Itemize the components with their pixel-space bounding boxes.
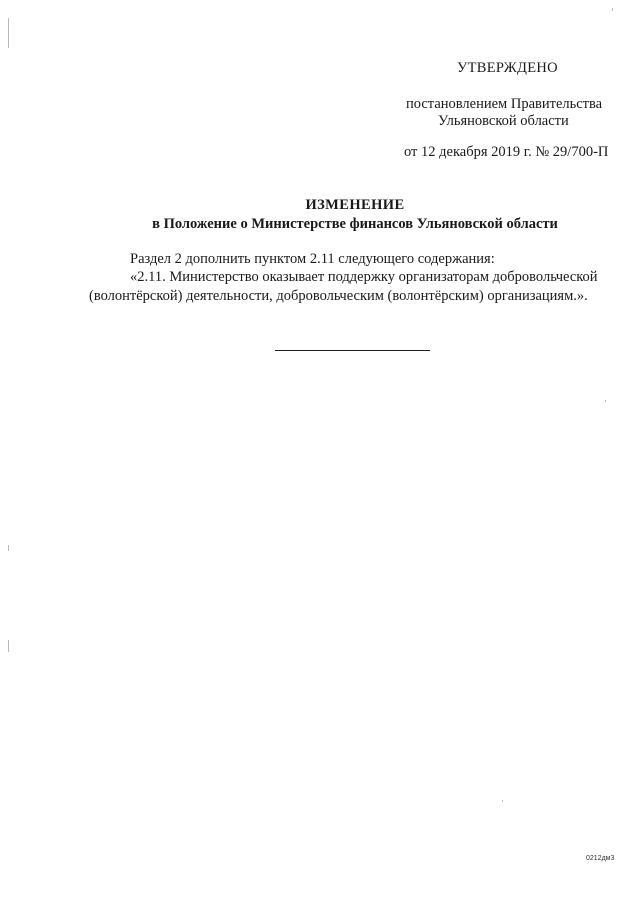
document-title: ИЗМЕНЕНИЕ	[305, 197, 405, 213]
approval-heading: УТВЕРЖДЕНО	[457, 60, 558, 76]
scan-speck	[8, 640, 9, 652]
closing-rule	[275, 350, 430, 351]
body-paragraph-line2: «2.11. Министерство оказывает поддержку организаторам добровольческой	[130, 269, 598, 285]
scan-speck	[605, 400, 606, 402]
scan-speck	[8, 545, 9, 551]
scan-speck	[612, 8, 613, 11]
approval-authority-line1: постановлением Правительства	[406, 96, 603, 112]
approval-date-line: от 12 декабря 2019 г. № 29/700-П	[404, 144, 609, 160]
approval-authority-line2: Ульяновской области	[438, 113, 569, 129]
scan-speck	[8, 18, 9, 48]
body-paragraph-line3: (волонтёрской) деятельности, добровольческим (волонтёрским) организациям.».	[89, 288, 588, 304]
scan-speck	[502, 800, 503, 802]
body-paragraph-line1: Раздел 2 дополнить пунктом 2.11 следующего содержания:	[130, 251, 495, 267]
document-subtitle: в Положение о Министерстве финансов Ульяновской области	[152, 216, 558, 232]
document-code: 0212дм3	[586, 855, 615, 862]
